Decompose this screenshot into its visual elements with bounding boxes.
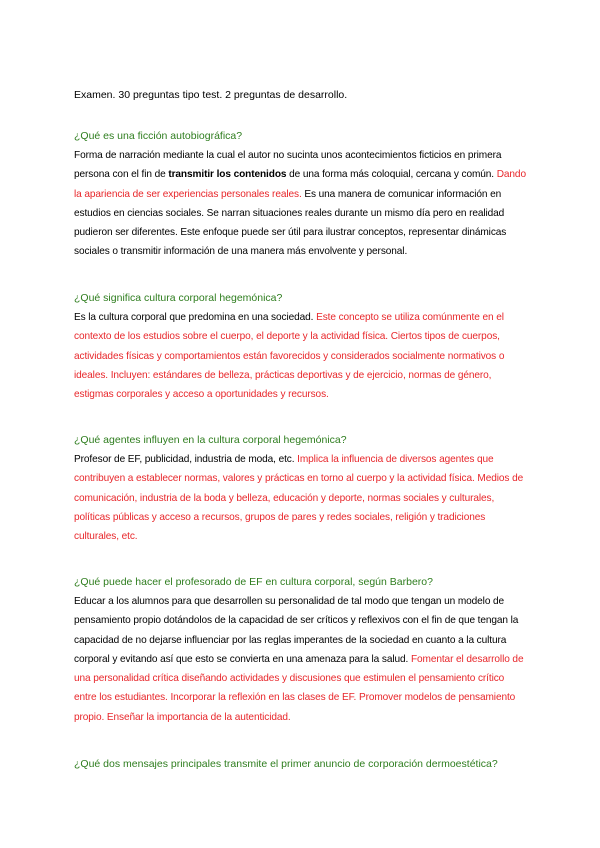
question-3: ¿Qué agentes influyen en la cultura corporal hegemónica? <box>74 434 347 446</box>
question-2: ¿Qué significa cultura corporal hegemónica? <box>74 292 283 304</box>
answer-3 <box>74 450 526 546</box>
answer-4-highlight: Fomentar el desarrollo de una personalidad crítica diseñando actividades y discusiones que estimulen el pensamiento crítico entre los estudiantes. Incorporar la reflexión en las clases de EF. Promover modelos de pensamiento propio. Enseñar la importancia de la autenticidad. <box>74 653 524 723</box>
question-5: ¿Qué dos mensajes principales transmite el primer anuncio de corporación dermoestética? <box>74 758 498 770</box>
answer-4 <box>74 592 526 727</box>
exam-intro: Examen. 30 preguntas tipo test. 2 preguntas de desarrollo. <box>74 89 348 101</box>
answer-1-text-b: de una forma más coloquial, cercana y común. <box>286 169 497 181</box>
answer-1-text-c: Es una manera de comunicar información en estudios en ciencias sociales. Se narran situaciones reales durante un mismo día pero en realidad pudieron ser diferentes. Este enfoque puede ser útil para ilustrar conceptos, representar dinámicas sociales o transmitir información de una manera más envolvente y personal. <box>74 188 507 258</box>
question-4: ¿Qué puede hacer el profesorado de EF en cultura corporal, según Barbero? <box>74 576 433 588</box>
question-1: ¿Qué es una ficción autobiográfica? <box>74 130 243 142</box>
answer-2 <box>74 308 526 404</box>
answer-1-bold: transmitir los contenidos <box>168 169 287 181</box>
answer-3-text: Profesor de EF, publicidad, industria de moda, etc. <box>74 454 298 465</box>
answer-4-text: Educar a los alumnos para que desarrollen su personalidad de tal modo que tengan un modelo de pensamiento propio dotándolos de la capacidad de ser críticos y reflexivos con el fin de que tengan la capacidad de no dejarse influenciar por las reglas imperantes de la sociedad en cuanto a la cultura corporal y evitando así que esto se convierta en una amenaza para la salud. <box>74 596 519 665</box>
answer-1-highlight: Dando la apariencia de ser experiencias personales reales. <box>74 169 526 200</box>
answer-1 <box>74 146 526 262</box>
answer-1-text-a: Forma de narración mediante la cual el autor no sucinta unos acontecimientos ficticios en primera persona con el fin de <box>74 150 502 181</box>
answer-2-highlight: Este concepto se utiliza comúnmente en el contexto de los estudios sobre el cuerpo, el deporte y la actividad física. Ciertos tipos de cuerpos, actividades físicas y comportamientos están favorecidos y considerados socialmente normativos o ideales. Incluyen: estándares de belleza, prácticas deportivas y de ejercicio, normas de género, estigmas corporales y acceso a oportunidades y recursos. <box>74 312 505 401</box>
answer-2-text: Es la cultura corporal que predomina en una sociedad. <box>74 312 317 323</box>
answer-3-highlight: Implica la influencia de diversos agentes que contribuyen a establecer normas, valores y prácticas en torno al cuerpo y la actividad física. Medios de comunicación, industria de la boda y belleza, educación y deporte, normas sociales y culturales, políticas públicas y acceso a recursos, grupos de pares y redes sociales, religión y tradiciones culturales, etc. <box>74 454 524 543</box>
